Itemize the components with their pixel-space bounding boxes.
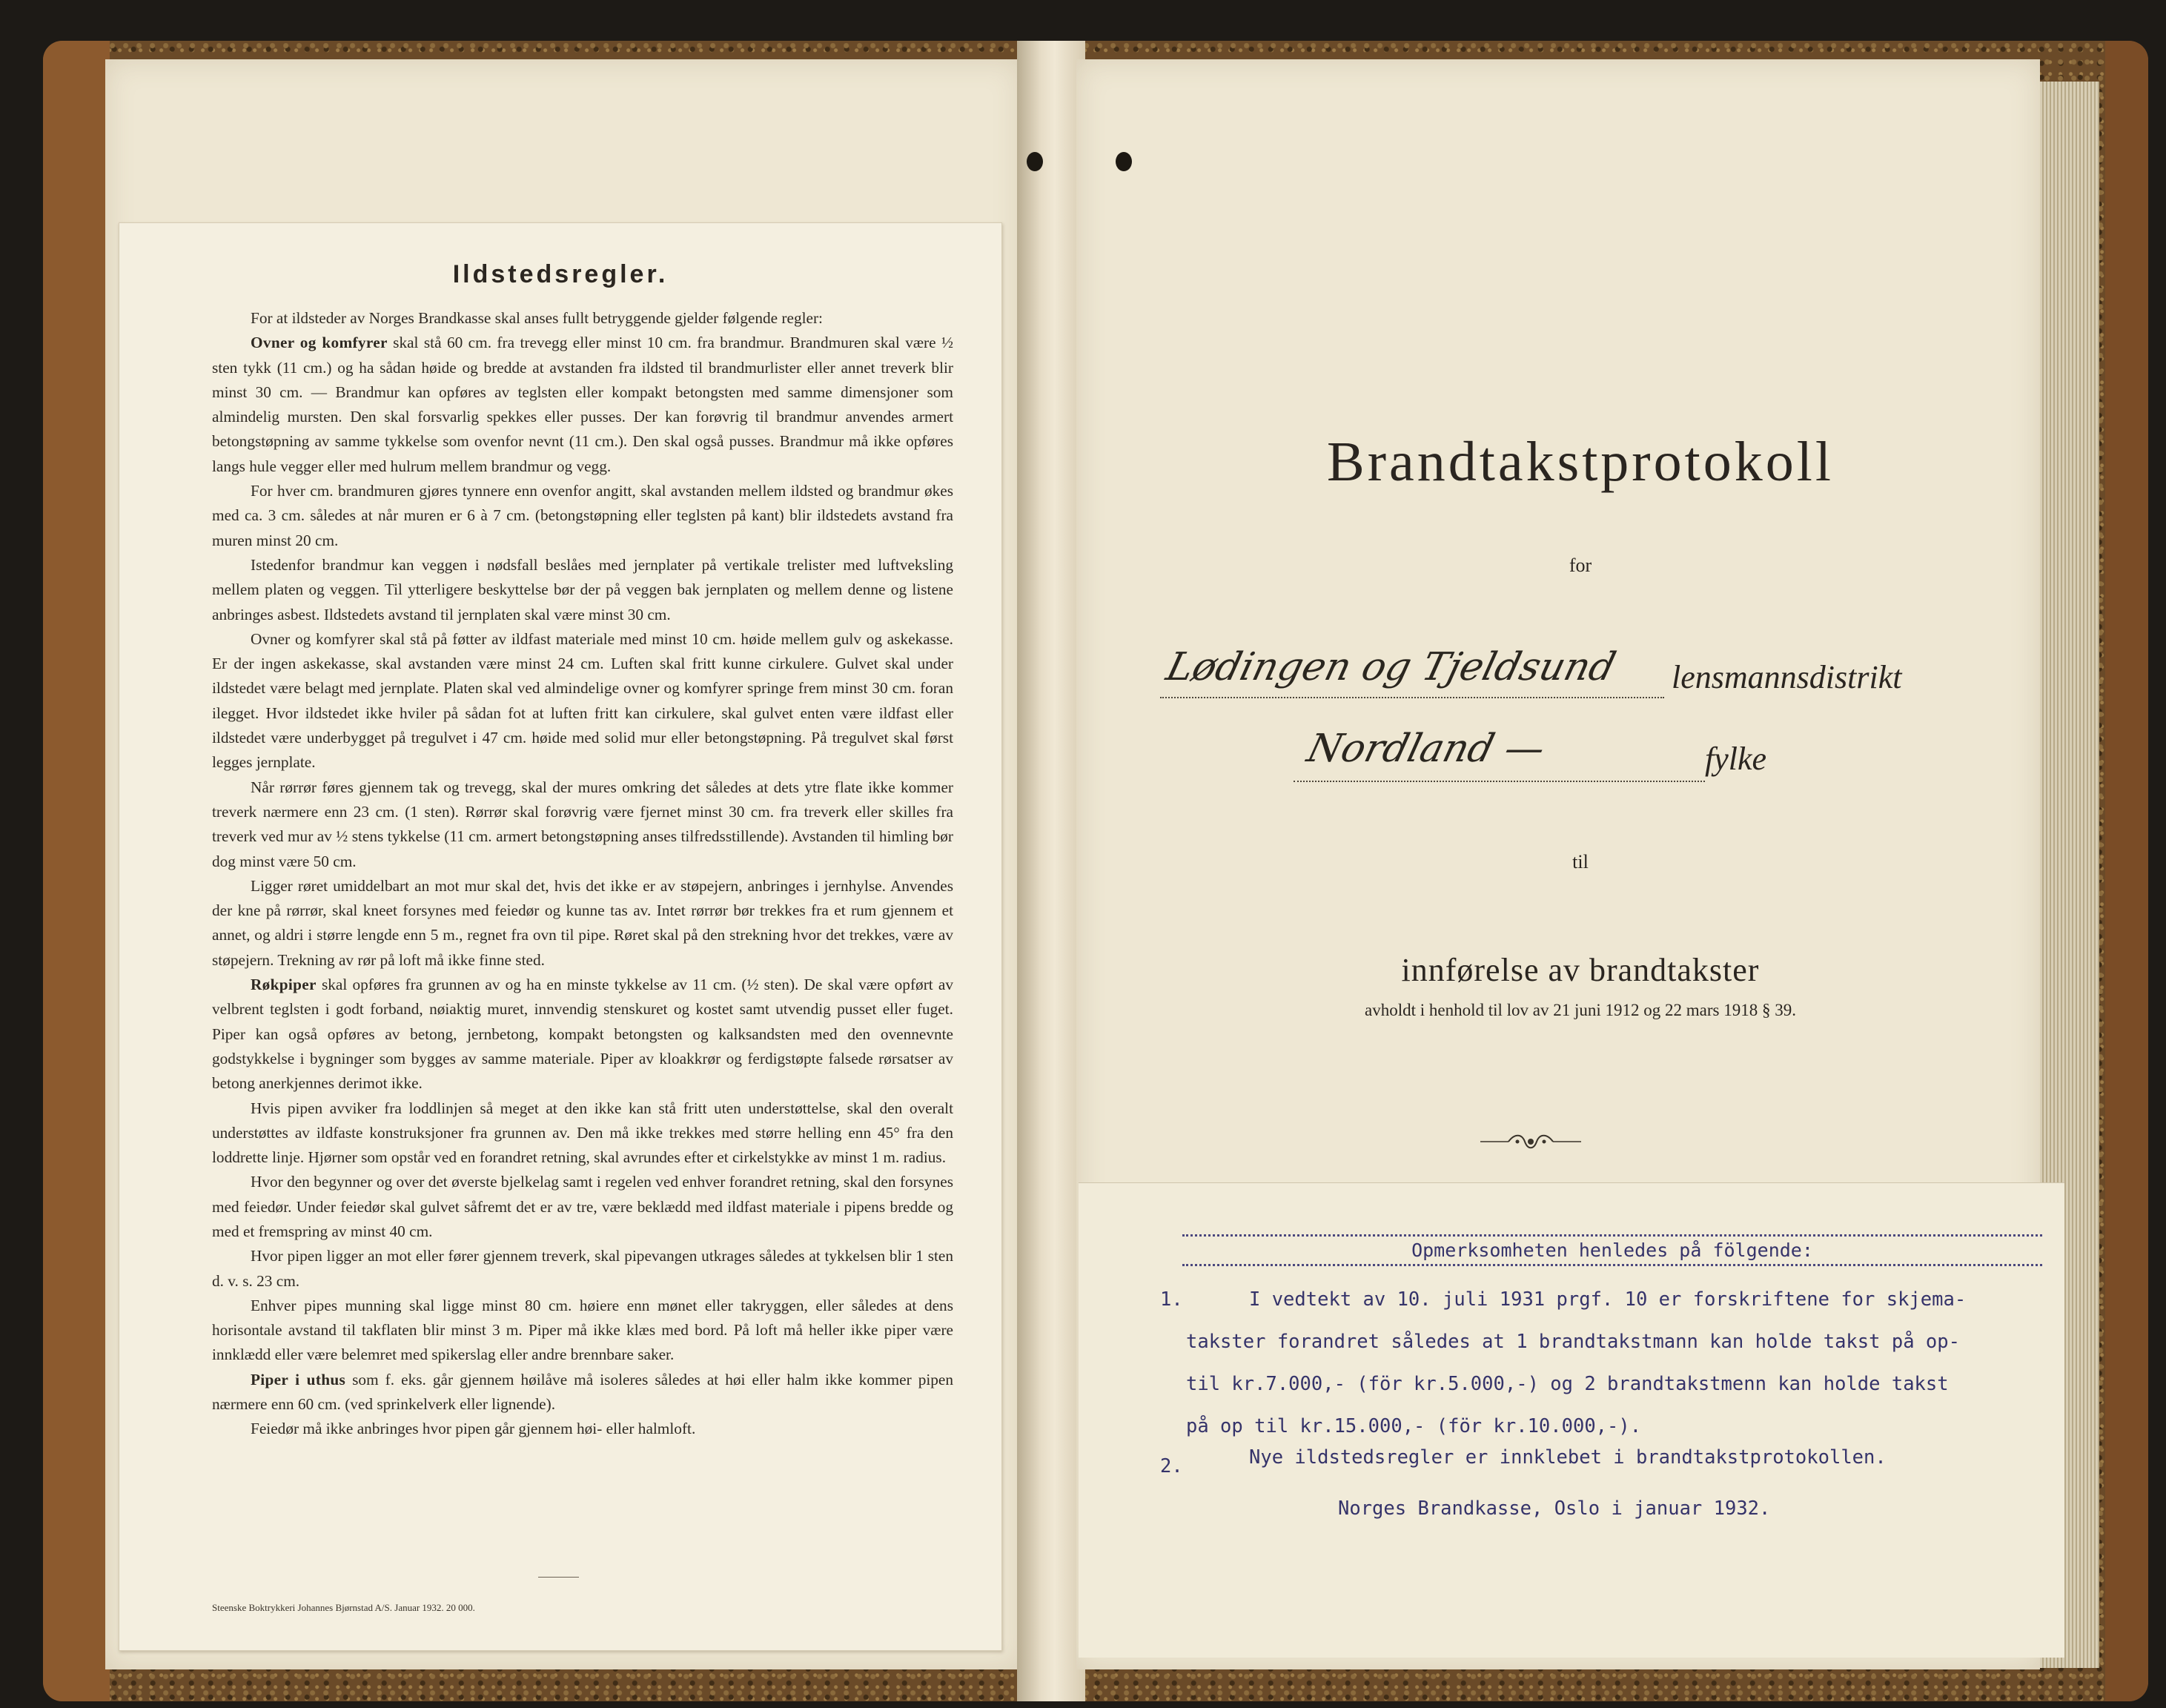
binding-hole: [1027, 152, 1043, 171]
county-suffix: fylke: [1705, 741, 1767, 777]
regulation-paragraph: [212, 306, 953, 331]
regulation-text: Hvis pipen avviker fra loddlinjen så meget at den ikke kan stå fritt uten understøttelse, skal den overalt understøttes av ildfaste konstruksjoner fra grunnen av. Den må ikke trekkes med større helling enn 45° fra den loddrette linje. Hjørner som opstår ved en forandret retning, skal avrundes efter et cirkelstykke av minst 1 m. radius.: [212, 1099, 953, 1167]
county-fill-line: [1294, 781, 1705, 782]
regulation-text: For hver cm. brandmuren gjøres tynnere enn ovenfor angitt, skal avstanden mellem ildsted og brandmur økes med ca. 3 cm. således at når muren er 6 à 7 cm. (betongstøpning eller teglsten på kant) blir ildstedets avstand fra muren minst 20 cm.: [212, 482, 953, 549]
regulation-paragraph: [212, 553, 953, 627]
regulation-term: Piper i uthus: [251, 1370, 346, 1388]
county-handwritten: Nordland —: [1302, 726, 1550, 771]
notice-heading: Opmerksomheten henledes på fölgende:: [1182, 1234, 2042, 1266]
notice-item-1-line: til kr.7.000,- (för kr.5.000,-) og 2 brandtakstmenn kan holde takst: [1186, 1373, 1949, 1395]
regulation-paragraph: [212, 973, 953, 1096]
item-number: 2.: [1160, 1455, 1183, 1477]
district-fill-line: [1160, 697, 1664, 698]
notice-item-1-line: på op til kr.15.000,- (för kr.10.000,-).: [1186, 1415, 1642, 1437]
item-number: 1.: [1160, 1288, 1183, 1311]
regulation-paragraph: [212, 874, 953, 973]
regulation-text: Istedenfor brandmur kan veggen i nødsfall beslåes med jernplater på vertikale trelister med luftveksling mellem platen og veggen. Til ytterligere beskyttelse bør der på veggen bak jernplaten og mellem denne og listene anbringes asbest. Ildstedets avstand til jernplaten skal være minst 30 cm.: [212, 555, 953, 623]
book-spine: [1017, 41, 1085, 1701]
regulation-paragraph: [212, 775, 953, 874]
regulation-paragraph: [212, 479, 953, 553]
district-suffix: lensmannsdistrikt: [1672, 659, 1902, 695]
ornament-flourish: [1479, 1131, 1583, 1160]
notice-item-1-line: takster forandret således at 1 brandtakstmann kan holde takst på op-: [1186, 1331, 1960, 1353]
regulation-text: som f. eks. går gjennem høilåve må isoleres således at høi eller halm ikke kommer pipen nærmere enn 60 cm. (ved sprinkelverk eller lignende).: [212, 1370, 954, 1414]
regulations-sheet: [119, 222, 1002, 1651]
regulation-paragraph: [212, 1096, 953, 1171]
divider: [538, 1577, 579, 1578]
regulation-paragraph: [212, 1244, 953, 1294]
regulation-text: Ovner og komfyrer skal stå på føtter av ildfast materiale med minst 10 cm. høide mellem gulv og askekasse. Er der ingen askekasse, skal avstanden være minst 24 cm. Luften skal fritt kunne cirkulere. Gulvet skal under ildstedet være belagt med jernplate. Platen skal ved almindelige ovner og komfyrer springe frem minst 30 cm. foran ilegget. Hvor ildstedet ikke hviler på sådan fot at luften fritt kan cirkulere, skal gulvet enten være ildfast eller ildstedet være underbygget på tregulvet i 47 cm. høide med solid mur eller betongstøpning. På tregulvet skal først legges jernplate.: [212, 629, 953, 772]
regulation-text: For at ildsteder av Norges Brandkasse skal anses fullt betryggende gjelder følgende regler:: [251, 309, 823, 327]
notice-signoff: Norges Brandkasse, Oslo i januar 1932.: [1338, 1497, 1771, 1520]
protocol-title: Brandtakstprotokoll: [1327, 431, 1834, 493]
notice-item-1-line: I vedtekt av 10. juli 1931 prgf. 10 er forskriftene for skjema-: [1249, 1288, 1967, 1311]
leather-edge-left: [43, 41, 110, 1701]
regulation-paragraph: [212, 1170, 953, 1244]
regulation-paragraph: [212, 627, 953, 775]
regulation-paragraph: [212, 1368, 953, 1417]
regulation-term: Røkpiper: [251, 976, 317, 994]
for-label: for: [1569, 555, 1592, 576]
regulation-paragraph: [212, 1294, 953, 1368]
regulation-text: skal stå 60 cm. fra trevegg eller minst 10 cm. fra brandmur. Brandmuren skal være ½ sten tykk (11 cm.) og ha sådan høide og bredde at avstanden fra ildsted til brandmurlister eller annet treverk blir minst 30 cm. — Brandmur kan opføres av teglsten eller kompakt betongsten med samme dimensjoner som almindelig mursten. Den skal forsvarlig spekkes eller pusses. Der kan forøvrig til brandmur anvendes armert betongstøpning av samme tykkelse som ovenfor nevnt (11 cm.). Den skal også pusses. Brandmur må ikke opføres langs hule vegger eller med hulrum mellem brandmur og vegg.: [212, 334, 953, 475]
regulation-paragraph: [212, 331, 953, 479]
leather-edge-right: [2105, 41, 2148, 1701]
notice-item-2: Nye ildstedsregler er innklebet i brandtakstprotokollen.: [1249, 1446, 1887, 1469]
regulation-text: Når rørrør føres gjennem tak og trevegg, skal der mures omkring det således at dets ytre flate ikke kommer treverk nærmere enn 23 cm. (1 sten). Rørrør skal forøvrig være fjernet minst 30 cm. fra treverk eller skilles fra treverk ved mur av ½ stens tykkelse (11 cm. armert betongstøpning anses tilfredsstillende). Avstanden til himling bør dog minst være 50 cm.: [212, 778, 953, 870]
legal-basis: avholdt i henhold til lov av 21 juni 1912 og 22 mars 1918 § 39.: [1365, 1001, 1796, 1019]
regulation-paragraph: [212, 1417, 953, 1441]
purpose-heading: innførelse av brandtakster: [1401, 952, 1760, 988]
district-handwritten: Lødingen og Tjeldsund: [1162, 645, 1620, 689]
regulation-text: Hvor den begynner og over det øverste bjelkelag samt i regelen ved enhver forandret retning, skal den forsynes med feiedør. Under feiedør skal gulvet såfremt det er av tre, være beklædd med ildfast materiale i pipens bredde og med et fremspring av minst 40 cm.: [212, 1173, 953, 1240]
regulation-text: Hvor pipen ligger an mot eller fører gjennem treverk, skal pipevangen utkrages således at tykkelsen blir 1 sten d. v. s. 23 cm.: [212, 1247, 953, 1290]
til-label: til: [1572, 851, 1589, 873]
printer-line: Steenske Boktrykkeri Johannes Bjørnstad A/S. Januar 1932. 20 000.: [212, 1602, 475, 1613]
binding-hole: [1116, 152, 1132, 171]
regulations-title: Ildstedsregler.: [452, 260, 669, 288]
regulations-body: [212, 306, 953, 1442]
regulation-text: Enhver pipes munning skal ligge minst 80 cm. høiere enn mønet eller takryggen, eller således at dens horisontale avstand til takflaten blir minst 3 m. Piper må ikke klæs med bord. På loft må heller ikke piper være innklædd eller være belemret med spikerslag eller andre brennbare saker.: [212, 1296, 953, 1364]
regulation-term: Ovner og komfyrer: [251, 334, 388, 352]
regulation-text: Ligger røret umiddelbart an mot mur skal det, hvis det ikke er av støpejern, anbringes i jernhylse. Anvendes der kne på rørrør, skal kneet forsynes med feiedør og kunne tas av. Intet rørrør bør trekkes fra et rum gjennem et annet, og aldri i større lengde enn 5 m., regnet fra ovn til pipe. Røret skal på den strekning hvor det trekkes, være av støpejern. Trekning av rør på loft må ikke finne sted.: [212, 876, 953, 969]
regulation-text: Feiedør må ikke anbringes hvor pipen går gjennem høi- eller halmloft.: [251, 1420, 696, 1438]
regulation-text: skal opføres fra grunnen av og ha en minste tykkelse av 11 cm. (½ sten). De skal være opført av velbrent teglsten i godt forband, nøiaktig muret, innvendig stenskuret og kostet samt utvendig pusset eller fuget. Piper kan også opføres av betong, jernbetong, kompakt betongsten og kalksandsten med den ovennevnte godstykkelse i bygninger som bygges av samme materiale. Piper av kloakkrør og ferdigstøpte falsede rørsatser av betong anerkjennes derimot ikke.: [212, 976, 954, 1093]
